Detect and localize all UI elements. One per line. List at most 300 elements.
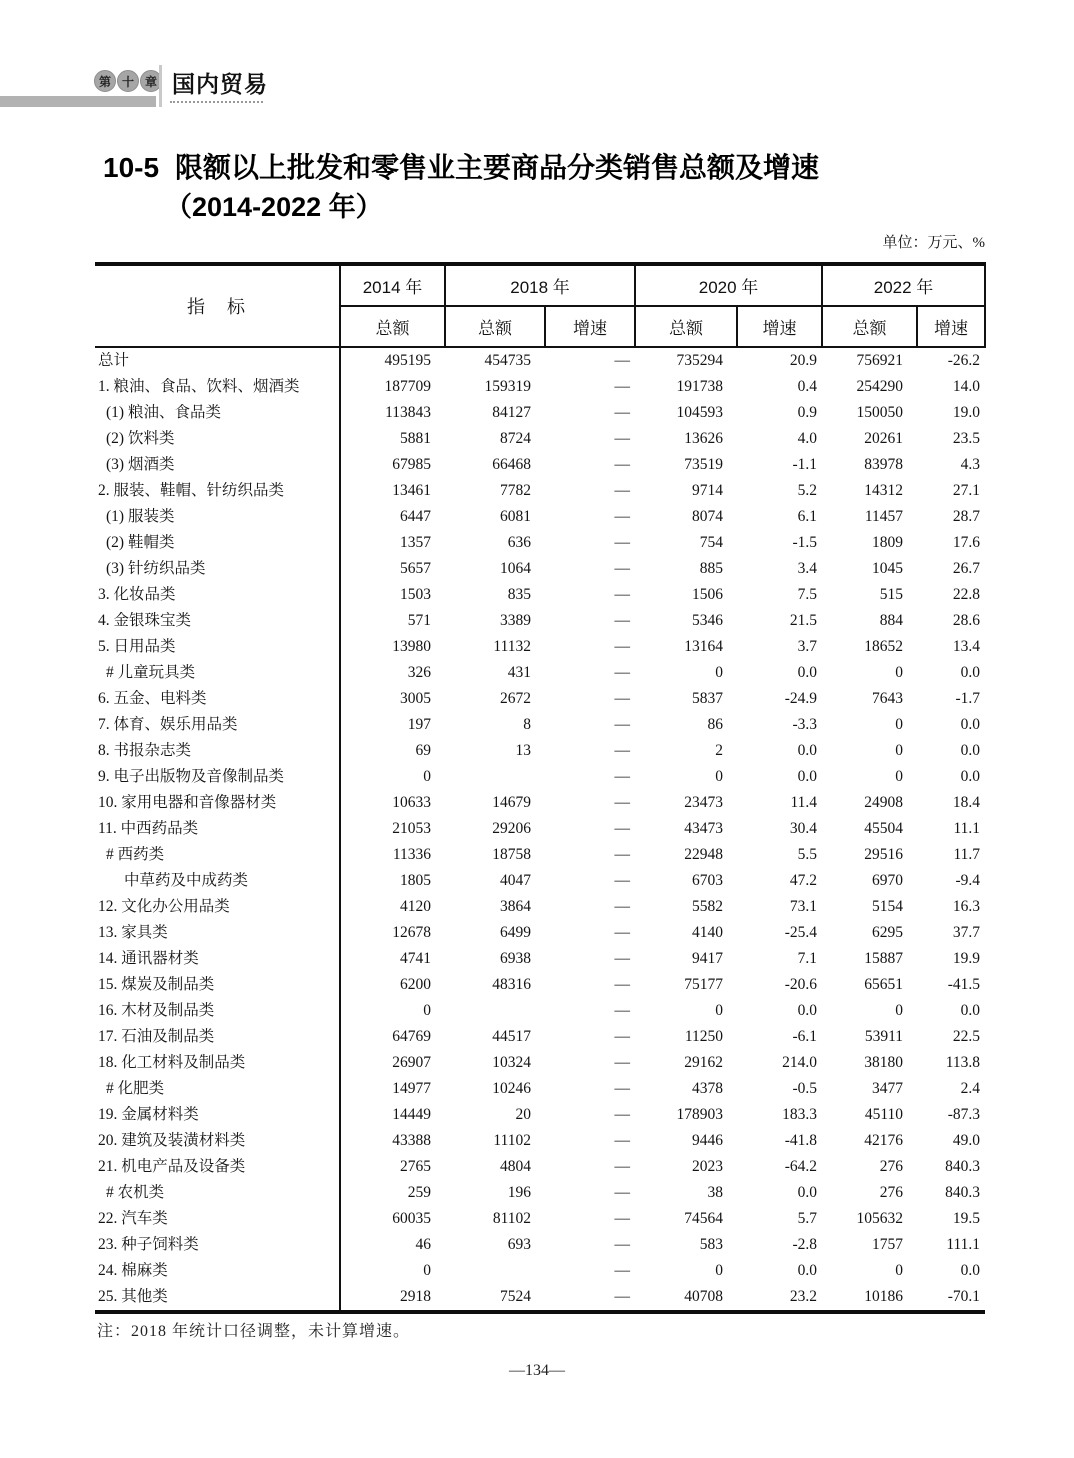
value-cell: -9.4 bbox=[955, 872, 981, 889]
col-header-2022-total: 总额 bbox=[822, 306, 917, 347]
value-cell: — bbox=[614, 1106, 631, 1123]
value-cell: 583 bbox=[699, 1236, 724, 1253]
value-cell: 20 bbox=[515, 1106, 531, 1123]
value-cell bbox=[445, 1258, 545, 1284]
indicator-cell: 4. 金银珠宝类 bbox=[95, 608, 340, 634]
col-header-2018-growth: 增速 bbox=[545, 306, 635, 347]
value-cell: 28.7 bbox=[952, 508, 981, 525]
table-row bbox=[95, 686, 985, 712]
indicator-cell: (1) 粮油、食品类 bbox=[95, 400, 340, 426]
value-cell: — bbox=[614, 534, 631, 551]
table-row bbox=[95, 608, 985, 634]
value-cell: 60035 bbox=[392, 1210, 431, 1227]
value-cell: — bbox=[614, 742, 631, 759]
value-cell: 21.5 bbox=[789, 612, 818, 629]
value-cell: 0.0 bbox=[960, 664, 981, 681]
value-cell: 6081 bbox=[500, 508, 531, 525]
value-cell: — bbox=[614, 820, 631, 837]
indicator-cell: (2) 鞋帽类 bbox=[95, 530, 340, 556]
table-row bbox=[95, 1206, 985, 1232]
value-cell: 13626 bbox=[684, 430, 724, 447]
value-cell: 11.1 bbox=[953, 820, 981, 837]
value-cell: 693 bbox=[507, 1236, 531, 1253]
value-cell: — bbox=[614, 612, 631, 629]
value-cell: -1.1 bbox=[792, 456, 818, 473]
value-cell: 6499 bbox=[500, 924, 531, 941]
chapter-badge-char-2: 十 bbox=[117, 70, 139, 92]
value-cell: 0 bbox=[715, 664, 724, 681]
value-cell: 14449 bbox=[392, 1106, 431, 1123]
indicator-cell: 8. 书报杂志类 bbox=[95, 738, 340, 764]
value-cell: 74564 bbox=[684, 1210, 724, 1227]
value-cell: 0 bbox=[423, 1262, 431, 1279]
footnote: 注：2018 年统计口径调整，未计算增速。 bbox=[97, 1323, 411, 1340]
value-cell: — bbox=[614, 1210, 631, 1227]
value-cell: 73519 bbox=[684, 456, 724, 473]
value-cell: — bbox=[614, 1262, 631, 1279]
value-cell: 37.7 bbox=[952, 924, 981, 941]
value-cell: 73.1 bbox=[789, 898, 818, 915]
value-cell: 5.2 bbox=[797, 482, 818, 499]
value-cell: 0 bbox=[423, 1002, 431, 1019]
statistics-table bbox=[95, 262, 986, 1314]
indicator-cell: 9. 电子出版物及音像制品类 bbox=[95, 764, 340, 790]
table-row bbox=[95, 634, 985, 660]
col-header-2020-total: 总额 bbox=[635, 306, 737, 347]
value-cell: -3.3 bbox=[792, 716, 818, 733]
value-cell: — bbox=[614, 1002, 631, 1019]
value-cell: 214.0 bbox=[782, 1054, 818, 1071]
value-cell: — bbox=[614, 378, 631, 395]
indicator-cell: 22. 汽车类 bbox=[95, 1206, 340, 1232]
value-cell: -41.8 bbox=[784, 1132, 818, 1149]
value-cell: — bbox=[614, 1236, 631, 1253]
value-cell: — bbox=[614, 456, 631, 473]
value-cell: 0 bbox=[715, 1262, 724, 1279]
value-cell: 0.0 bbox=[797, 742, 818, 759]
value-cell: 29206 bbox=[492, 820, 531, 837]
value-cell: 10246 bbox=[492, 1080, 531, 1097]
indicator-cell: 19. 金属材料类 bbox=[95, 1102, 340, 1128]
value-cell: 1064 bbox=[500, 560, 531, 577]
value-cell: 66468 bbox=[492, 456, 531, 473]
value-cell: -1.7 bbox=[955, 690, 981, 707]
value-cell: 196 bbox=[507, 1184, 531, 1201]
value-cell: 4120 bbox=[400, 898, 431, 915]
value-cell: 4378 bbox=[692, 1080, 724, 1097]
chapter-title-underline bbox=[170, 101, 263, 103]
value-cell: 14312 bbox=[864, 482, 904, 499]
value-cell: 45504 bbox=[864, 820, 904, 837]
indicator-cell: 5. 日用品类 bbox=[95, 634, 340, 660]
value-cell: 8074 bbox=[692, 508, 724, 525]
value-cell: 0.0 bbox=[797, 664, 818, 681]
value-cell: 3477 bbox=[872, 1080, 904, 1097]
value-cell: 5582 bbox=[692, 898, 724, 915]
value-cell: 150050 bbox=[856, 404, 904, 421]
table-row bbox=[95, 1232, 985, 1258]
table-row bbox=[95, 556, 985, 582]
value-cell: 0 bbox=[895, 664, 904, 681]
table-row bbox=[95, 842, 985, 868]
value-cell: 0.4 bbox=[797, 378, 818, 395]
value-cell: 18652 bbox=[864, 638, 904, 655]
value-cell: 15887 bbox=[864, 950, 904, 967]
value-cell: 11.4 bbox=[790, 794, 818, 811]
value-cell: 0.0 bbox=[960, 1262, 981, 1279]
value-cell: 30.4 bbox=[789, 820, 818, 837]
table-header bbox=[95, 264, 985, 347]
value-cell: 840.3 bbox=[945, 1184, 981, 1201]
value-cell: 6447 bbox=[400, 508, 431, 525]
value-cell: 2.4 bbox=[960, 1080, 981, 1097]
value-cell: 11336 bbox=[392, 846, 431, 863]
value-cell: 6295 bbox=[872, 924, 904, 941]
value-cell: 17.6 bbox=[952, 534, 981, 551]
value-cell: 636 bbox=[507, 534, 531, 551]
value-cell: 105632 bbox=[856, 1210, 904, 1227]
value-cell: 49.0 bbox=[952, 1132, 981, 1149]
value-cell: 11132 bbox=[493, 638, 531, 655]
table-row bbox=[95, 1076, 985, 1102]
indicator-cell: (3) 烟酒类 bbox=[95, 452, 340, 478]
value-cell: 756921 bbox=[856, 352, 904, 369]
value-cell: 197 bbox=[407, 716, 431, 733]
chapter-header-divider bbox=[159, 65, 162, 107]
value-cell: 1045 bbox=[872, 560, 904, 577]
value-cell: 48316 bbox=[492, 976, 531, 993]
value-cell: 4047 bbox=[500, 872, 531, 889]
value-cell: 13461 bbox=[392, 482, 431, 499]
value-cell: 0.9 bbox=[797, 404, 818, 421]
value-cell: 6703 bbox=[692, 872, 724, 889]
indicator-cell: 13. 家具类 bbox=[95, 920, 340, 946]
indicator-cell: 16. 木材及制品类 bbox=[95, 998, 340, 1024]
value-cell: -87.3 bbox=[947, 1106, 981, 1123]
value-cell: 6938 bbox=[500, 950, 531, 967]
value-cell: — bbox=[614, 560, 631, 577]
value-cell: 21053 bbox=[392, 820, 431, 837]
value-cell: 43388 bbox=[392, 1132, 431, 1149]
value-cell: 4.3 bbox=[960, 456, 981, 473]
value-cell: — bbox=[614, 1028, 631, 1045]
value-cell: 4804 bbox=[500, 1158, 531, 1175]
table-row bbox=[95, 712, 985, 738]
chapter-badge bbox=[94, 70, 162, 92]
value-cell: 20.9 bbox=[789, 352, 818, 369]
value-cell: 24908 bbox=[864, 794, 904, 811]
value-cell: 40708 bbox=[684, 1288, 724, 1305]
value-cell: 11.7 bbox=[953, 846, 981, 863]
indicator-cell: 10. 家用电器和音像器材类 bbox=[95, 790, 340, 816]
value-cell: 5881 bbox=[400, 430, 431, 447]
value-cell: -64.2 bbox=[784, 1158, 818, 1175]
chapter-title: 国内贸易 bbox=[172, 71, 268, 97]
table-row bbox=[95, 894, 985, 920]
value-cell: — bbox=[614, 794, 631, 811]
table-row bbox=[95, 374, 985, 400]
value-cell: 0 bbox=[895, 716, 904, 733]
col-header-2020-growth: 增速 bbox=[737, 306, 822, 347]
table-row bbox=[95, 790, 985, 816]
indicator-cell: 20. 建筑及装潢材料类 bbox=[95, 1128, 340, 1154]
value-cell: 23.5 bbox=[952, 430, 981, 447]
value-cell: 86 bbox=[707, 716, 724, 733]
value-cell: 5154 bbox=[872, 898, 904, 915]
value-cell: 10324 bbox=[492, 1054, 531, 1071]
value-cell: 840.3 bbox=[945, 1158, 981, 1175]
value-cell: 1805 bbox=[400, 872, 431, 889]
value-cell: 81102 bbox=[492, 1210, 531, 1227]
col-header-year-2014: 2014 年 bbox=[340, 264, 445, 306]
indicator-cell: 14. 通讯器材类 bbox=[95, 946, 340, 972]
value-cell: — bbox=[614, 950, 631, 967]
value-cell: 0 bbox=[715, 1002, 724, 1019]
value-cell: 19.9 bbox=[952, 950, 981, 967]
value-cell: 0.0 bbox=[797, 1002, 818, 1019]
value-cell: 0 bbox=[895, 1262, 904, 1279]
table-row bbox=[95, 1102, 985, 1128]
value-cell: — bbox=[614, 872, 631, 889]
value-cell: 3005 bbox=[400, 690, 431, 707]
table-row bbox=[95, 1050, 985, 1076]
value-cell: — bbox=[614, 1080, 631, 1097]
value-cell: 10633 bbox=[392, 794, 431, 811]
value-cell: 23.2 bbox=[789, 1288, 818, 1305]
value-cell: 9446 bbox=[692, 1132, 724, 1149]
value-cell: 38 bbox=[707, 1184, 724, 1201]
value-cell: 5.5 bbox=[797, 846, 818, 863]
value-cell: 10186 bbox=[864, 1288, 904, 1305]
indicator-cell: 12. 文化办公用品类 bbox=[95, 894, 340, 920]
value-cell: 27.1 bbox=[952, 482, 981, 499]
value-cell: 0 bbox=[895, 768, 904, 785]
value-cell: 13 bbox=[515, 742, 531, 759]
value-cell: -1.5 bbox=[792, 534, 818, 551]
value-cell: 13980 bbox=[392, 638, 431, 655]
value-cell: — bbox=[614, 846, 631, 863]
value-cell: -41.5 bbox=[947, 976, 981, 993]
value-cell: 1503 bbox=[400, 586, 431, 603]
value-cell: 0.0 bbox=[960, 742, 981, 759]
col-header-2014-total: 总额 bbox=[340, 306, 445, 347]
value-cell: 259 bbox=[407, 1184, 431, 1201]
value-cell: 1809 bbox=[872, 534, 904, 551]
value-cell: 8724 bbox=[500, 430, 531, 447]
value-cell: 9714 bbox=[692, 482, 724, 499]
table-row bbox=[95, 972, 985, 998]
table-row bbox=[95, 764, 985, 790]
value-cell: 3.4 bbox=[797, 560, 818, 577]
value-cell: -20.6 bbox=[784, 976, 818, 993]
value-cell: 0.0 bbox=[797, 1262, 818, 1279]
indicator-cell: 24. 棉麻类 bbox=[95, 1258, 340, 1284]
table-title-years: （2014-2022 年） bbox=[165, 192, 383, 222]
value-cell: -24.9 bbox=[784, 690, 818, 707]
value-cell: 42176 bbox=[864, 1132, 904, 1149]
value-cell: 5.7 bbox=[797, 1210, 818, 1227]
table-row bbox=[95, 660, 985, 686]
value-cell: 6970 bbox=[872, 872, 904, 889]
value-cell: 326 bbox=[407, 664, 431, 681]
value-cell: 8 bbox=[523, 716, 531, 733]
table-row bbox=[95, 1284, 985, 1312]
value-cell: — bbox=[614, 1158, 631, 1175]
value-cell: 111.1 bbox=[946, 1236, 981, 1253]
value-cell: 7.1 bbox=[797, 950, 818, 967]
value-cell: — bbox=[614, 1054, 631, 1071]
table-row bbox=[95, 1128, 985, 1154]
value-cell: — bbox=[614, 482, 631, 499]
value-cell: 7782 bbox=[500, 482, 531, 499]
value-cell: 0 bbox=[895, 1002, 904, 1019]
indicator-cell: 17. 石油及制品类 bbox=[95, 1024, 340, 1050]
col-header-year-2018: 2018 年 bbox=[445, 264, 635, 306]
value-cell: 7524 bbox=[500, 1288, 531, 1305]
value-cell: — bbox=[614, 508, 631, 525]
indicator-cell: 中草药及中成药类 bbox=[95, 868, 340, 894]
table-row bbox=[95, 920, 985, 946]
value-cell: 20261 bbox=[864, 430, 904, 447]
value-cell: 22.5 bbox=[952, 1028, 981, 1045]
value-cell: 191738 bbox=[676, 378, 724, 395]
value-cell bbox=[445, 764, 545, 790]
indicator-cell: 11. 中西药品类 bbox=[95, 816, 340, 842]
value-cell: 254290 bbox=[856, 378, 904, 395]
value-cell: 26907 bbox=[392, 1054, 431, 1071]
value-cell: 22.8 bbox=[952, 586, 981, 603]
value-cell: 14.0 bbox=[952, 378, 981, 395]
table-row bbox=[95, 1154, 985, 1180]
value-cell: 83978 bbox=[864, 456, 904, 473]
value-cell: 75177 bbox=[684, 976, 724, 993]
indicator-cell: 23. 种子饲料类 bbox=[95, 1232, 340, 1258]
indicator-cell: 25. 其他类 bbox=[95, 1284, 340, 1312]
indicator-cell: 7. 体育、娱乐用品类 bbox=[95, 712, 340, 738]
value-cell: 13.4 bbox=[952, 638, 981, 655]
value-cell: 69 bbox=[415, 742, 431, 759]
value-cell bbox=[445, 998, 545, 1024]
indicator-cell: 6. 五金、电料类 bbox=[95, 686, 340, 712]
value-cell: 183.3 bbox=[782, 1106, 818, 1123]
table-row bbox=[95, 530, 985, 556]
value-cell: — bbox=[614, 768, 631, 785]
value-cell: 47.2 bbox=[789, 872, 818, 889]
value-cell: 29162 bbox=[684, 1054, 724, 1071]
table-row bbox=[95, 946, 985, 972]
value-cell: 46 bbox=[415, 1236, 431, 1253]
col-header-2022-growth: 增速 bbox=[917, 306, 985, 347]
value-cell: 44517 bbox=[492, 1028, 531, 1045]
value-cell: 1506 bbox=[692, 586, 724, 603]
table-body bbox=[95, 347, 985, 1312]
value-cell: 1757 bbox=[872, 1236, 904, 1253]
value-cell: -25.4 bbox=[784, 924, 818, 941]
value-cell: 29516 bbox=[864, 846, 904, 863]
value-cell: 22948 bbox=[684, 846, 724, 863]
value-cell: 13164 bbox=[684, 638, 724, 655]
value-cell: 2023 bbox=[692, 1158, 724, 1175]
indicator-cell: (2) 饮料类 bbox=[95, 426, 340, 452]
indicator-cell: # 儿童玩具类 bbox=[95, 660, 340, 686]
value-cell: — bbox=[614, 976, 631, 993]
value-cell: 65651 bbox=[864, 976, 904, 993]
value-cell: 0 bbox=[895, 742, 904, 759]
value-cell: 178903 bbox=[676, 1106, 724, 1123]
chapter-badge-char-3: 章 bbox=[140, 70, 162, 92]
col-header-2018-total: 总额 bbox=[445, 306, 545, 347]
value-cell: 884 bbox=[879, 612, 904, 629]
value-cell: 19.0 bbox=[952, 404, 981, 421]
value-cell: — bbox=[614, 404, 631, 421]
value-cell: 19.5 bbox=[952, 1210, 981, 1227]
indicator-cell: # 西药类 bbox=[95, 842, 340, 868]
value-cell: 187709 bbox=[384, 378, 431, 395]
table-row bbox=[95, 478, 985, 504]
value-cell: 276 bbox=[879, 1158, 904, 1175]
value-cell: 45110 bbox=[864, 1106, 904, 1123]
value-cell: 11102 bbox=[493, 1132, 531, 1149]
value-cell: 571 bbox=[407, 612, 431, 629]
table-row bbox=[95, 1258, 985, 1284]
value-cell: — bbox=[614, 638, 631, 655]
value-cell: 7643 bbox=[872, 690, 904, 707]
value-cell: 113843 bbox=[385, 404, 431, 421]
value-cell: 0.0 bbox=[960, 1002, 981, 1019]
value-cell: 26.7 bbox=[952, 560, 981, 577]
table-title bbox=[103, 148, 983, 226]
value-cell: — bbox=[614, 586, 631, 603]
value-cell: -2.8 bbox=[792, 1236, 818, 1253]
value-cell: 6.1 bbox=[797, 508, 818, 525]
value-cell: 12678 bbox=[392, 924, 431, 941]
value-cell: 2672 bbox=[500, 690, 531, 707]
value-cell: -70.1 bbox=[947, 1288, 981, 1305]
value-cell: 18.4 bbox=[952, 794, 981, 811]
table-row bbox=[95, 504, 985, 530]
value-cell: -26.2 bbox=[947, 352, 981, 369]
value-cell: — bbox=[614, 430, 631, 447]
value-cell: — bbox=[614, 352, 631, 369]
indicator-cell: 3. 化妆品类 bbox=[95, 582, 340, 608]
value-cell: 2 bbox=[715, 742, 724, 759]
value-cell: 104593 bbox=[676, 404, 724, 421]
table-row bbox=[95, 400, 985, 426]
value-cell: 7.5 bbox=[797, 586, 818, 603]
table-number: 10-5 bbox=[103, 152, 160, 183]
value-cell: 5657 bbox=[400, 560, 431, 577]
value-cell: 159319 bbox=[484, 378, 531, 395]
value-cell: — bbox=[614, 924, 631, 941]
value-cell: — bbox=[614, 1184, 631, 1201]
stub-header: 指 标 bbox=[95, 264, 340, 347]
table-title-text: 限额以上批发和零售业主要商品分类销售总额及增速 bbox=[175, 152, 820, 183]
value-cell: 0 bbox=[423, 768, 431, 785]
table-row bbox=[95, 998, 985, 1024]
value-cell: 11457 bbox=[864, 508, 904, 525]
value-cell: -0.5 bbox=[792, 1080, 818, 1097]
indicator-cell: (3) 针纺织品类 bbox=[95, 556, 340, 582]
value-cell: 2918 bbox=[400, 1288, 431, 1305]
value-cell: 14977 bbox=[392, 1080, 431, 1097]
value-cell: 0.0 bbox=[797, 768, 818, 785]
value-cell: 0.0 bbox=[960, 716, 981, 733]
value-cell: — bbox=[614, 1132, 631, 1149]
value-cell: 0.0 bbox=[960, 768, 981, 785]
value-cell: 0 bbox=[715, 768, 724, 785]
value-cell: 11250 bbox=[684, 1028, 724, 1045]
indicator-cell: 总计 bbox=[95, 347, 340, 374]
